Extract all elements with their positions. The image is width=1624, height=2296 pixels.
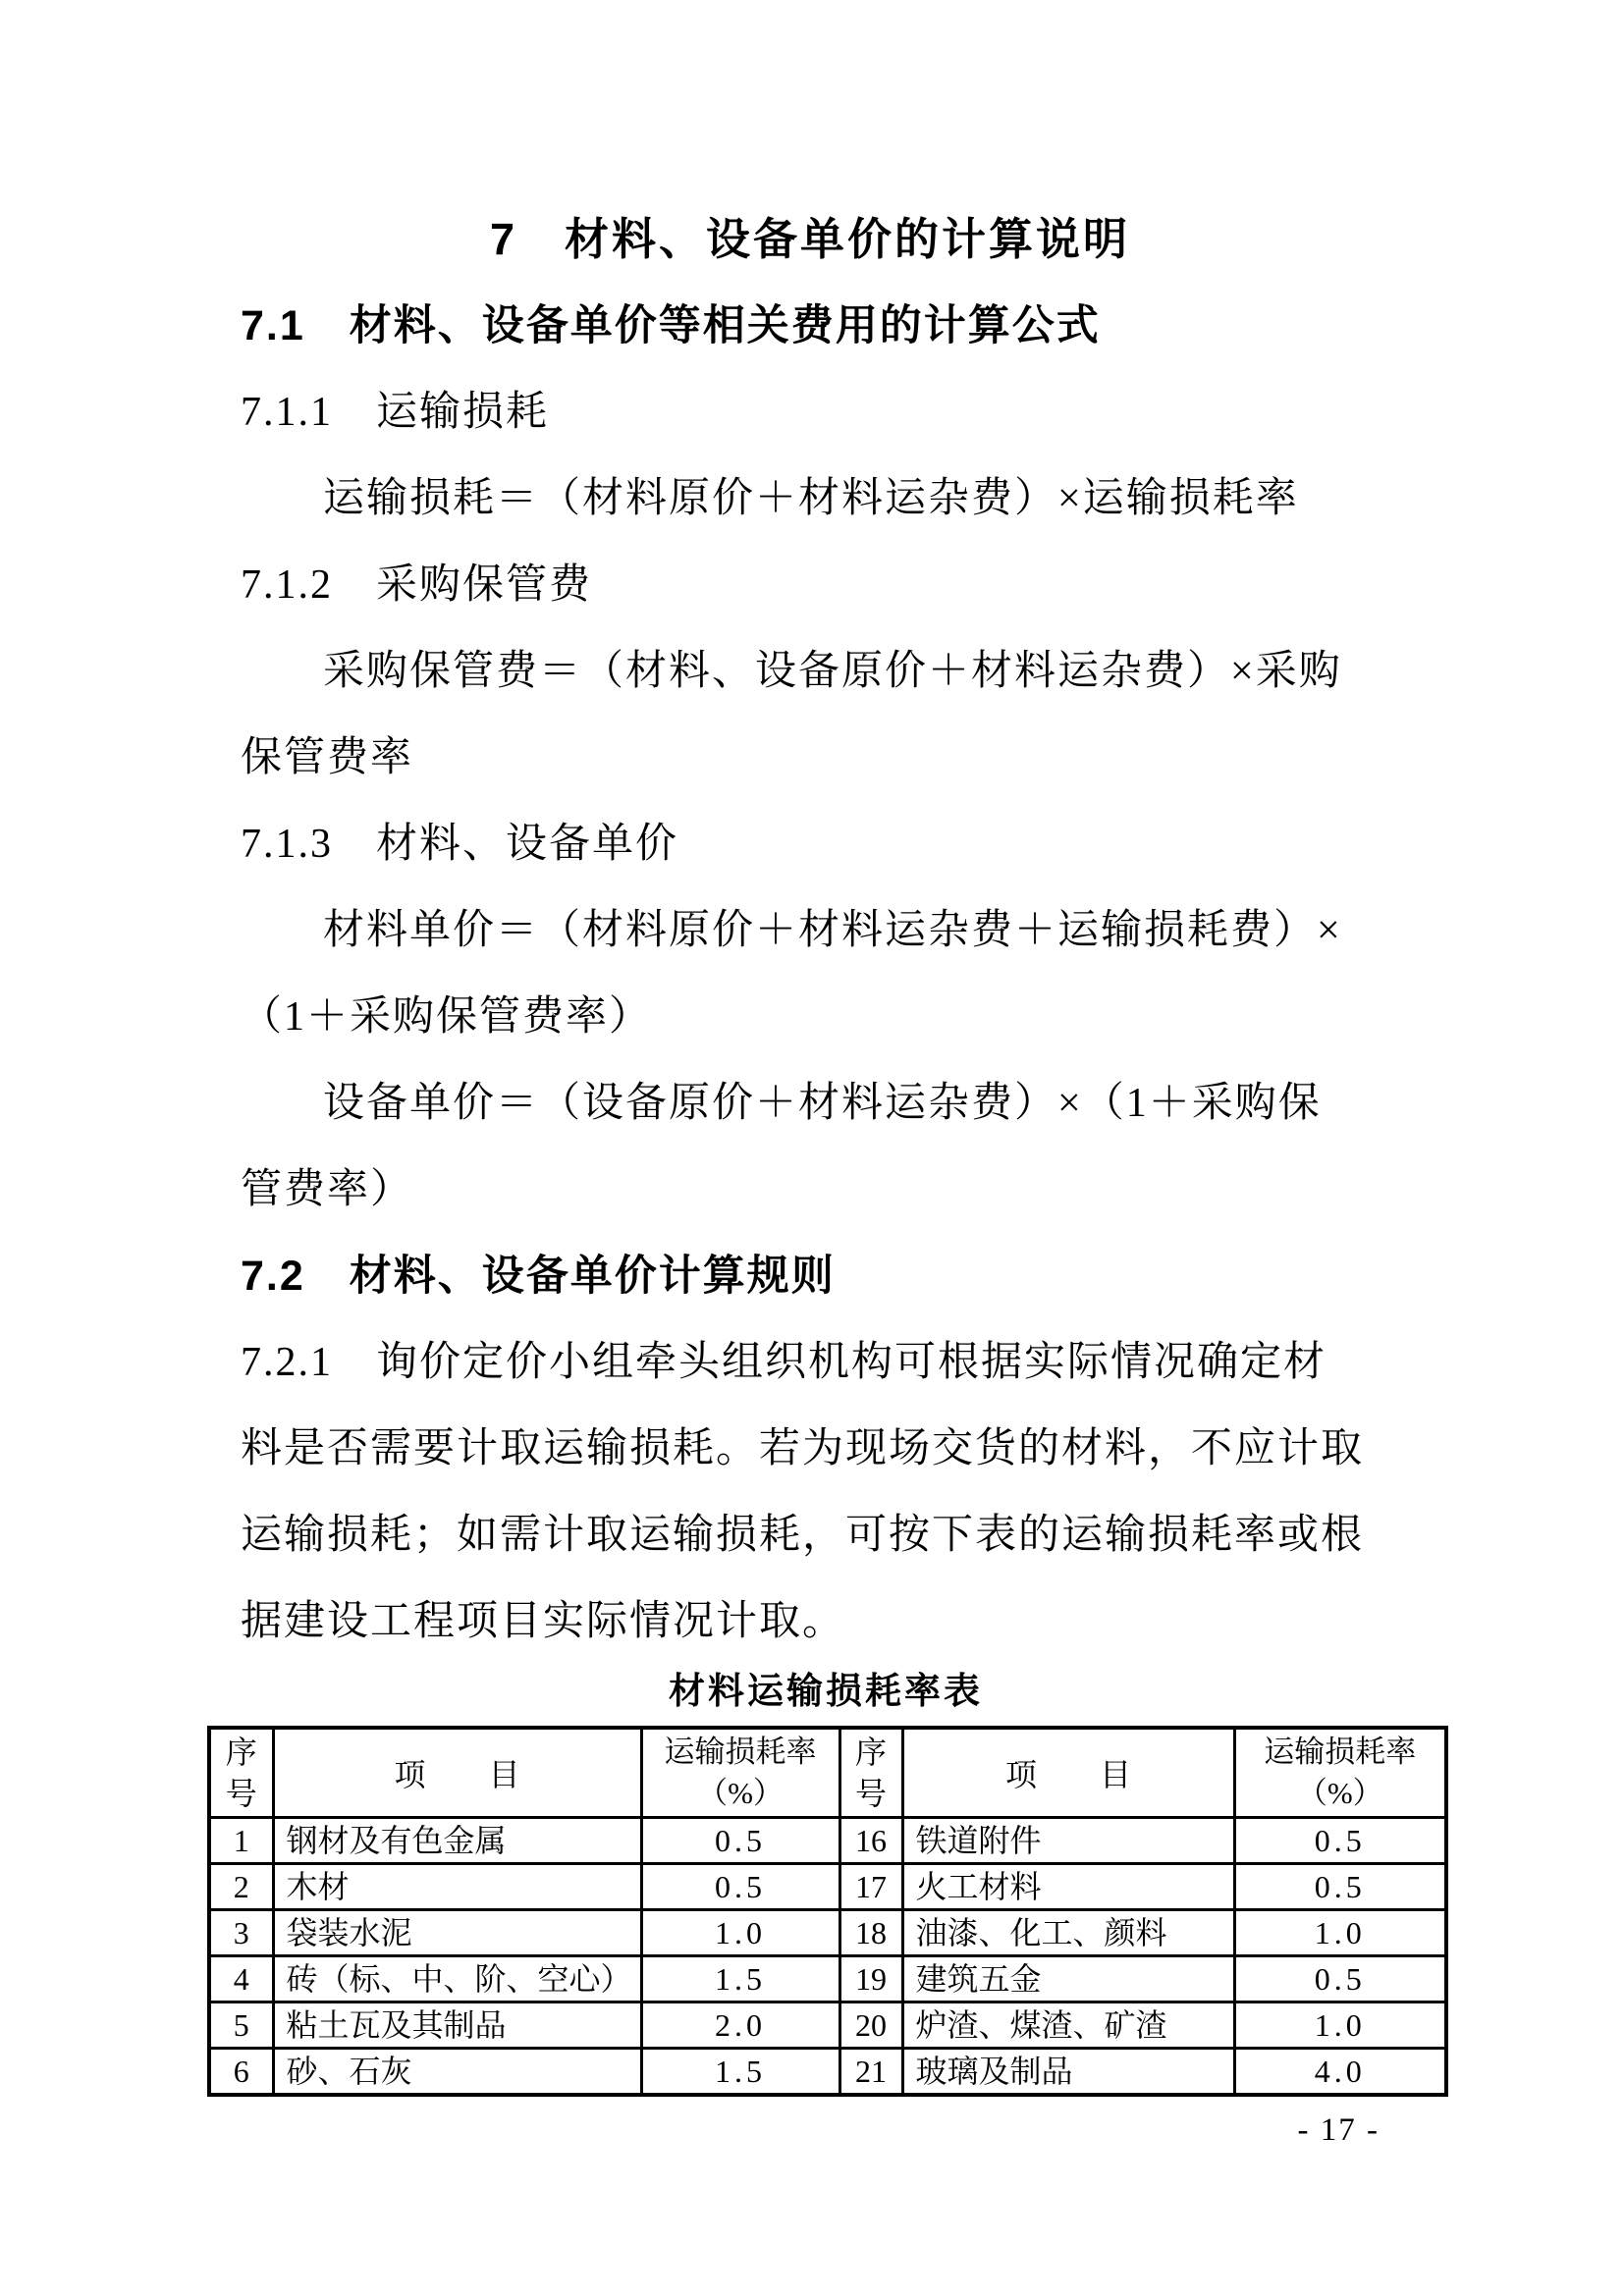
table-title: 材料运输损耗率表 xyxy=(669,1671,983,1711)
cell-rate: 1.0 xyxy=(641,1910,839,1956)
cell-no: 19 xyxy=(839,1956,902,2002)
table-row xyxy=(209,2049,1446,2096)
cell-item: 砖（标、中、阶、空心） xyxy=(273,1956,641,2002)
formula-material-price-line-2: （1＋采购保管费率） xyxy=(241,994,653,1040)
para-7-2-1-line-4: 据建设工程项目实际情况计取。 xyxy=(241,1599,846,1644)
chapter-title: 7 材料、设备单价的计算说明 xyxy=(489,214,1131,264)
cell-item: 粘土瓦及其制品 xyxy=(273,2002,641,2049)
cell-no: 4 xyxy=(209,1956,273,2002)
heading-7-1-1: 7.1.1 运输损耗 xyxy=(241,390,550,435)
cell-no: 17 xyxy=(839,1864,902,1910)
col-header-seq-left: 序号 xyxy=(209,1728,273,1818)
cell-rate: 2.0 xyxy=(641,2002,839,2049)
cell-rate: 0.5 xyxy=(641,1818,839,1864)
cell-item: 炉渣、煤渣、矿渣 xyxy=(902,2002,1234,2049)
cell-item: 钢材及有色金属 xyxy=(273,1818,641,1864)
heading-7-1-3: 7.1.3 材料、设备单价 xyxy=(241,822,679,867)
loss-rate-table xyxy=(207,1726,1448,2097)
cell-no: 1 xyxy=(209,1818,273,1864)
cell-rate: 0.5 xyxy=(1234,1864,1446,1910)
cell-no: 16 xyxy=(839,1818,902,1864)
cell-no: 18 xyxy=(839,1910,902,1956)
formula-material-price-line-1: 材料单价＝（材料原价＋材料运杂费＋运输损耗费）× xyxy=(323,908,1342,953)
table-header-row xyxy=(209,1728,1446,1818)
col-header-seq-right: 序号 xyxy=(839,1728,902,1818)
cell-rate: 0.5 xyxy=(1234,1956,1446,2002)
formula-procurement-fee-line-2: 保管费率 xyxy=(241,735,414,780)
heading-7-2: 7.2 材料、设备单价计算规则 xyxy=(241,1253,836,1300)
cell-item: 砂、石灰 xyxy=(273,2049,641,2096)
cell-rate: 1.0 xyxy=(1234,1910,1446,1956)
cell-no: 3 xyxy=(209,1910,273,1956)
formula-transport-loss: 运输损耗＝（材料原价＋材料运杂费）×运输损耗率 xyxy=(323,476,1299,521)
cell-item: 油漆、化工、颜料 xyxy=(902,1910,1234,1956)
table-row xyxy=(209,1818,1446,1864)
formula-equipment-price-line-2: 管费率） xyxy=(241,1167,414,1212)
cell-rate: 0.5 xyxy=(1234,1818,1446,1864)
heading-7-1: 7.1 材料、设备单价等相关费用的计算公式 xyxy=(241,302,1101,349)
formula-procurement-fee-line-1: 采购保管费＝（材料、设备原价＋材料运杂费）×采购 xyxy=(323,649,1342,694)
cell-item: 木材 xyxy=(273,1864,641,1910)
cell-rate: 1.0 xyxy=(1234,2002,1446,2049)
cell-rate: 0.5 xyxy=(641,1864,839,1910)
para-7-2-1-line-3: 运输损耗；如需计取运输损耗，可按下表的运输损耗率或根 xyxy=(241,1513,1365,1558)
cell-item: 铁道附件 xyxy=(902,1818,1234,1864)
cell-no: 2 xyxy=(209,1864,273,1910)
table-row xyxy=(209,1864,1446,1910)
cell-item: 建筑五金 xyxy=(902,1956,1234,2002)
cell-no: 21 xyxy=(839,2049,902,2096)
table-row xyxy=(209,1956,1446,2002)
page-number: - 17 - xyxy=(1297,2112,1380,2148)
col-header-item-right: 项 目 xyxy=(902,1728,1234,1818)
formula-equipment-price-line-1: 设备单价＝（设备原价＋材料运杂费）×（1＋采购保 xyxy=(323,1081,1322,1126)
cell-rate: 4.0 xyxy=(1234,2049,1446,2096)
heading-7-1-2: 7.1.2 采购保管费 xyxy=(241,562,593,608)
cell-item: 火工材料 xyxy=(902,1864,1234,1910)
cell-no: 6 xyxy=(209,2049,273,2096)
table-row xyxy=(209,2002,1446,2049)
para-7-2-1-line-2: 料是否需要计取运输损耗。若为现场交货的材料，不应计取 xyxy=(241,1426,1365,1471)
table-row xyxy=(209,1910,1446,1956)
cell-rate: 1.5 xyxy=(641,2049,839,2096)
cell-no: 20 xyxy=(839,2002,902,2049)
col-header-item-left: 项 目 xyxy=(273,1728,641,1818)
col-header-rate-right: 运输损耗率 （%） xyxy=(1234,1728,1446,1818)
cell-no: 5 xyxy=(209,2002,273,2049)
cell-item: 袋装水泥 xyxy=(273,1910,641,1956)
cell-rate: 1.5 xyxy=(641,1956,839,2002)
para-7-2-1-line-1: 7.2.1 询价定价小组牵头组织机构可根据实际情况确定材 xyxy=(241,1340,1327,1385)
cell-item: 玻璃及制品 xyxy=(902,2049,1234,2096)
col-header-rate-left: 运输损耗率 （%） xyxy=(641,1728,839,1818)
